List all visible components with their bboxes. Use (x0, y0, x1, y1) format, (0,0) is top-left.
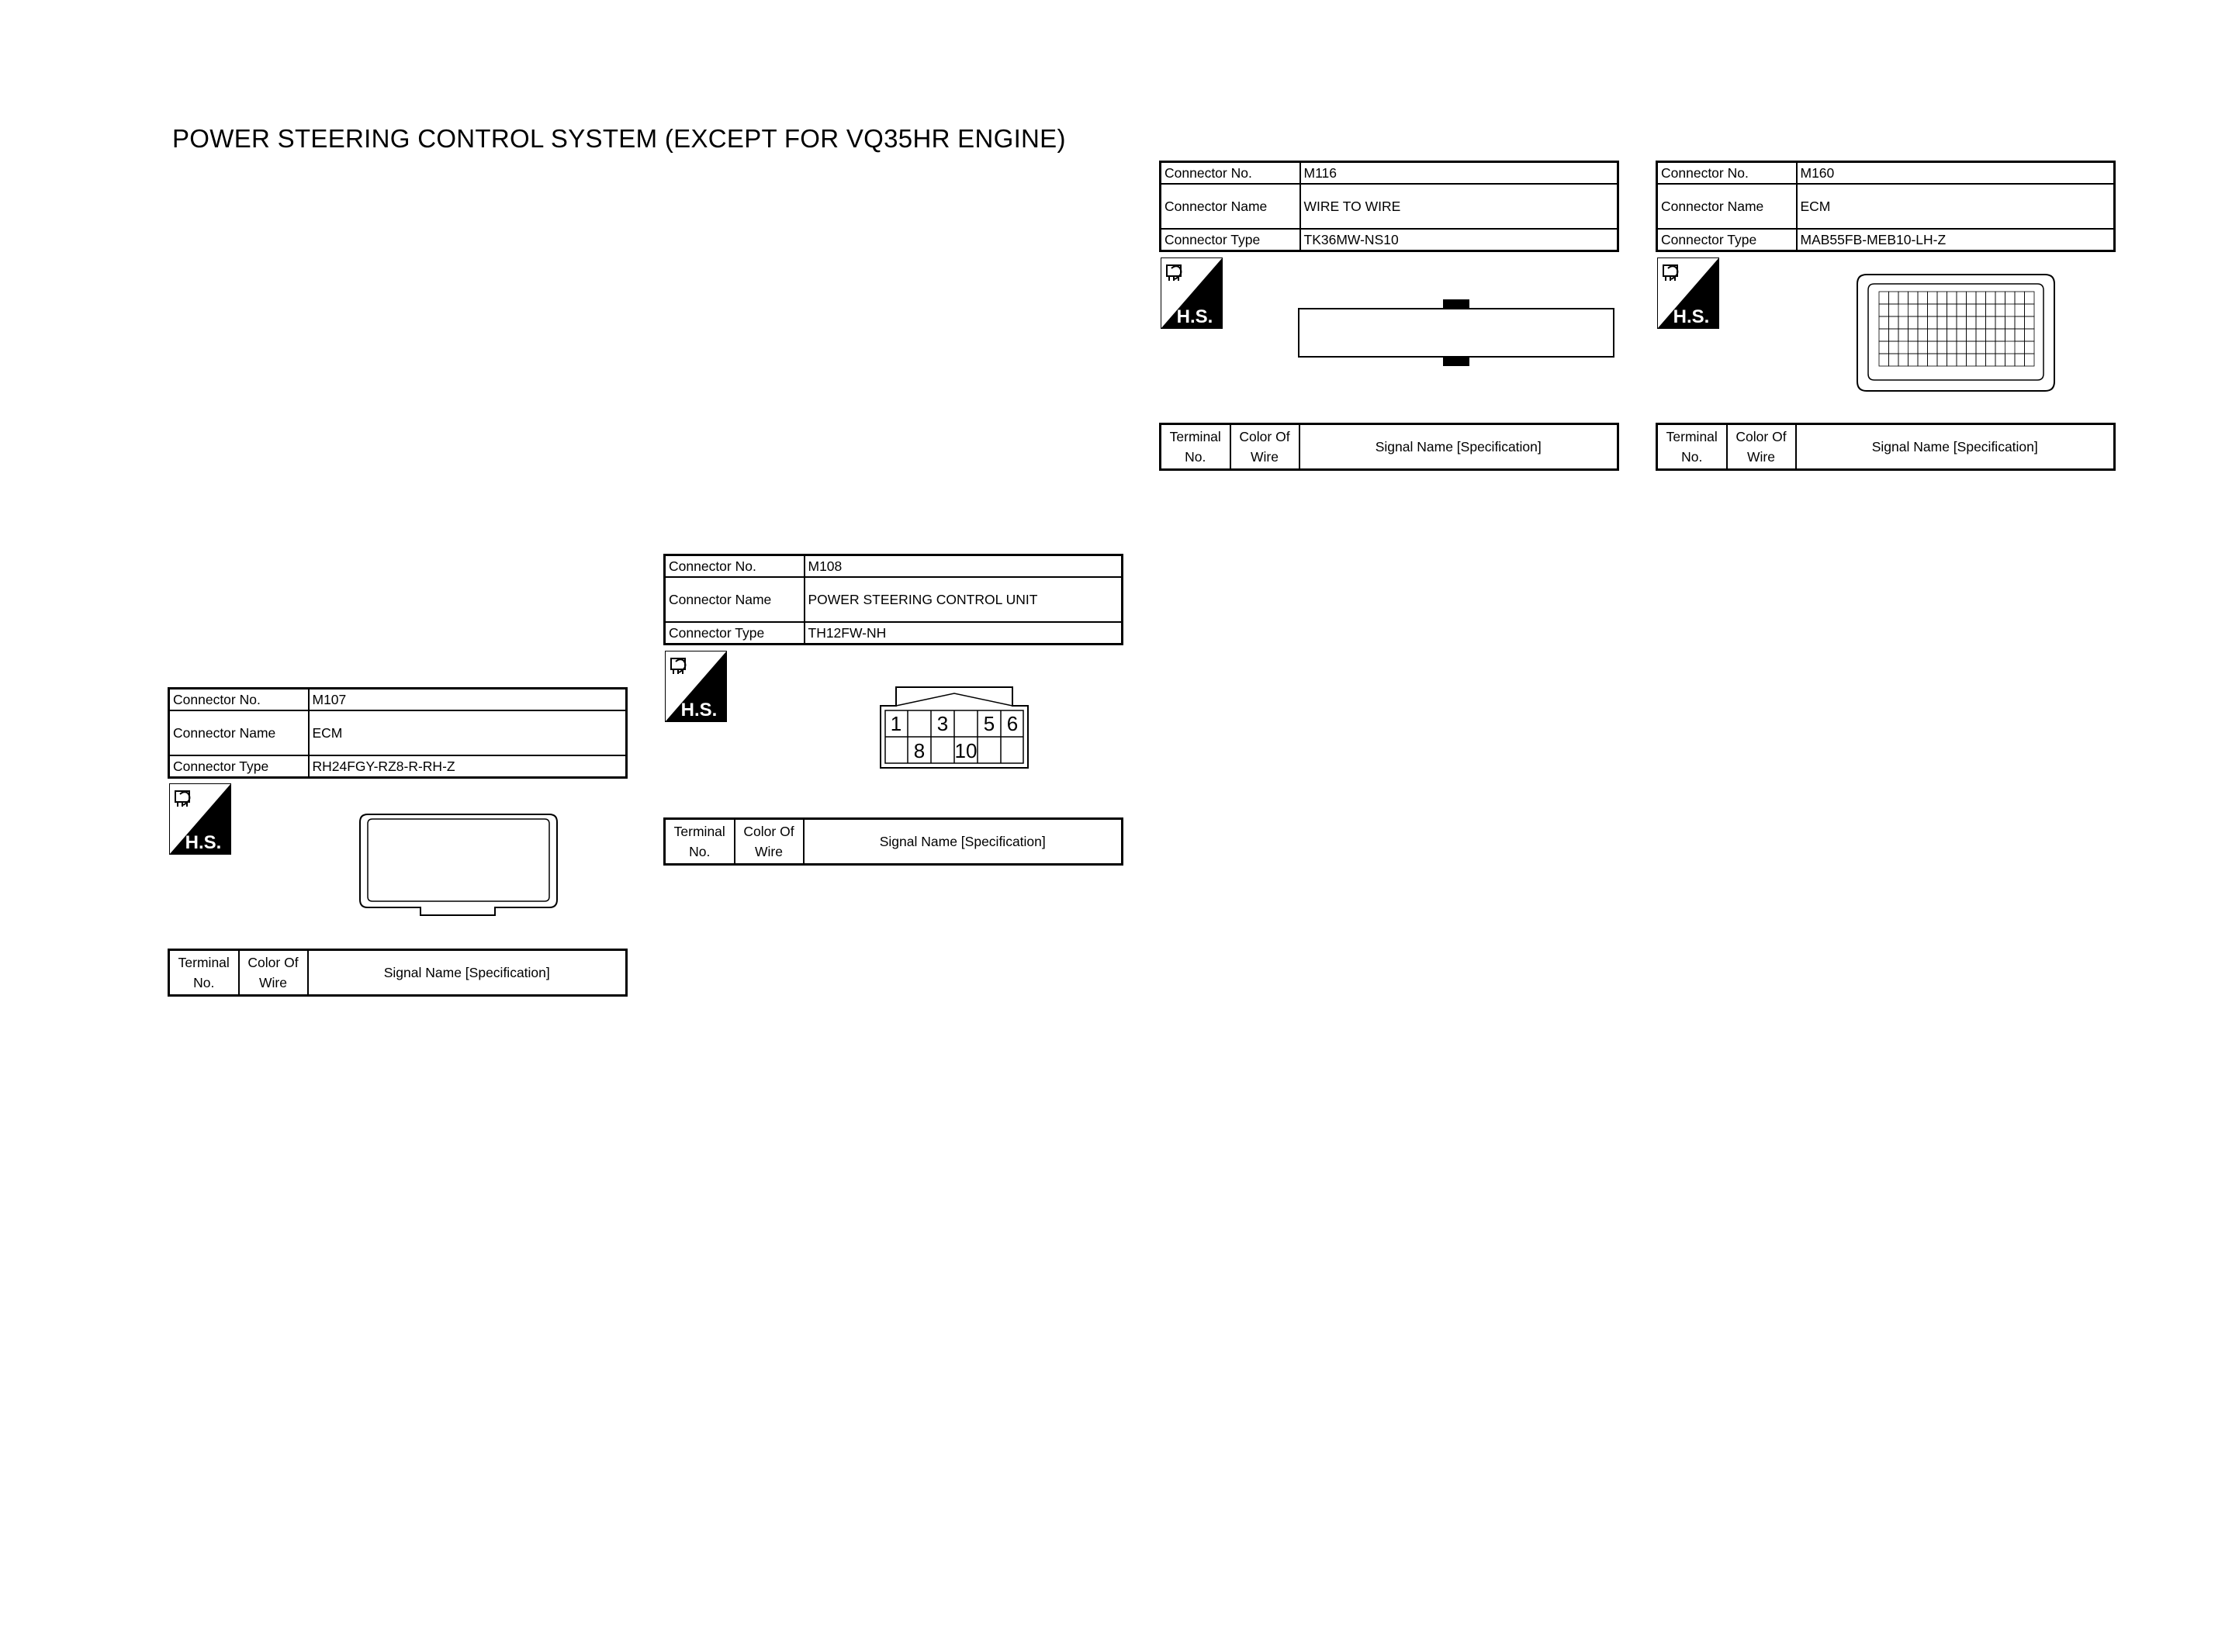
pin-cell (1889, 341, 1899, 354)
pin-cell (1879, 354, 1889, 366)
pin-cell (1995, 292, 2005, 304)
pin-cell (1879, 329, 1889, 341)
pin-cell (2005, 316, 2016, 329)
connector-name-label: Connector Name (1657, 184, 1797, 229)
connector-info-m108 (663, 554, 1123, 645)
connector-info-m107 (168, 687, 628, 779)
color-of-wire-header: Color Of Wire (239, 950, 308, 996)
pin-label: 8 (913, 739, 926, 762)
pin-cell (1889, 316, 1899, 329)
connector-info-m160 (1656, 161, 2116, 252)
pin-cell (1909, 329, 1919, 341)
signal-name-header: Signal Name [Specification] (308, 950, 627, 996)
connector-no-label: Connector No. (1161, 162, 1300, 185)
color-of-wire-header: Color Of Wire (1230, 424, 1299, 470)
pin-cell (1976, 292, 1986, 304)
pin-label: 5 (983, 712, 995, 735)
terminal-no-header: Terminal No. (665, 819, 735, 865)
pin-cell (1879, 304, 1889, 316)
color-of-wire-header: Color Of Wire (1727, 424, 1796, 470)
terminal-table-m108 (663, 817, 1123, 866)
pin-label: 1 (890, 712, 902, 735)
pin-cell (2015, 329, 2025, 341)
connector-no-label: Connector No. (1657, 162, 1797, 185)
pin-cell (1909, 354, 1919, 366)
hs-label: H.S. (1176, 306, 1213, 327)
pin-cell (2025, 316, 2035, 329)
pin-cell (1909, 304, 1919, 316)
signal-name-header: Signal Name [Specification] (1299, 424, 1618, 470)
harness-side-icon (1161, 257, 1223, 329)
harness-side-icon (169, 783, 231, 855)
pin-cell (1928, 316, 1938, 329)
connector-type-label: Connector Type (169, 755, 309, 778)
terminal-table-m107 (168, 949, 628, 997)
connector-name-label: Connector Name (169, 710, 309, 755)
pin-cell (1937, 329, 1947, 341)
connector-face-m160 (1851, 271, 2061, 394)
connector-name-label: Connector Name (665, 577, 805, 622)
pin-cell (1898, 316, 1909, 329)
pin-cell (1976, 354, 1986, 366)
pin-cell (1986, 292, 1996, 304)
pin-cell (1898, 329, 1909, 341)
pin-cell (1957, 304, 1967, 316)
pin-cell (1976, 304, 1986, 316)
pin-cell (2025, 341, 2035, 354)
terminal-table-m160 (1656, 423, 2116, 471)
pin-cell (1928, 304, 1938, 316)
pin-cell (1967, 292, 1977, 304)
pin-cell (1967, 341, 1977, 354)
signal-name-header: Signal Name [Specification] (804, 819, 1123, 865)
color-of-wire-header: Color Of Wire (735, 819, 804, 865)
pin-cell (1918, 354, 1928, 366)
pin-cell (1947, 354, 1957, 366)
pin-cell (1937, 292, 1947, 304)
pin-cell (1947, 316, 1957, 329)
pin-cell (1967, 304, 1977, 316)
pin-cell (1986, 304, 1996, 316)
pin-cell (1898, 354, 1909, 366)
pin-cell (2015, 341, 2025, 354)
connector-type-value: RH24FGY-RZ8-R-RH-Z (309, 755, 627, 778)
connector-no-label: Connector No. (169, 689, 309, 711)
connector-name-label: Connector Name (1161, 184, 1300, 229)
hs-label: H.S. (680, 700, 718, 721)
pin-cell (1937, 341, 1947, 354)
pin-cell (2005, 292, 2016, 304)
pin-cell (1918, 341, 1928, 354)
pin-cell (1879, 292, 1889, 304)
terminal-no-header: Terminal No. (169, 950, 239, 996)
pin-cell (1889, 292, 1899, 304)
connector-no-value: M116 (1300, 162, 1618, 185)
connector-name-value: WIRE TO WIRE (1300, 184, 1618, 229)
pin-cell (1928, 329, 1938, 341)
pin-cell (1967, 329, 1977, 341)
pin-cell (2015, 316, 2025, 329)
pin-cell (1957, 354, 1967, 366)
hs-label: H.S. (1673, 306, 1710, 327)
pin-cell (1918, 304, 1928, 316)
terminal-no-header: Terminal No. (1657, 424, 1727, 470)
pin-cell (1928, 354, 1938, 366)
hs-label: H.S. (185, 832, 222, 853)
connector-name-value: POWER STEERING CONTROL UNIT (805, 577, 1123, 622)
pin-cell (2005, 354, 2016, 366)
pin-cell (1937, 304, 1947, 316)
pin-cell (1937, 316, 1947, 329)
pin-cell (1947, 329, 1957, 341)
pin-cell (1995, 304, 2005, 316)
pin-cell (2025, 354, 2035, 366)
pin-cell (1976, 341, 1986, 354)
connector-type-label: Connector Type (1657, 229, 1797, 251)
pin-cell (1976, 329, 1986, 341)
pin-cell (2025, 292, 2035, 304)
pin-cell (1995, 316, 2005, 329)
pin-cell (1986, 354, 1996, 366)
pin-cell (1889, 329, 1899, 341)
connector-no-label: Connector No. (665, 555, 805, 578)
pin-cell (1909, 341, 1919, 354)
pin-cell (1937, 354, 1947, 366)
connector-no-value: M108 (805, 555, 1123, 578)
terminal-no-header: Terminal No. (1161, 424, 1230, 470)
pin-cell (1889, 304, 1899, 316)
pin-cell (1995, 341, 2005, 354)
connector-name-value: ECM (1797, 184, 2115, 229)
signal-name-header: Signal Name [Specification] (1796, 424, 2115, 470)
connector-type-value: MAB55FB-MEB10-LH-Z (1797, 229, 2115, 251)
pin-cell (1879, 341, 1889, 354)
pin-cell (1909, 316, 1919, 329)
pin-cell (1889, 354, 1899, 366)
connector-type-value: TH12FW-NH (805, 622, 1123, 645)
pin-cell (1967, 316, 1977, 329)
pin-cell (1909, 292, 1919, 304)
pin-cell (1967, 354, 1977, 366)
connector-no-value: M107 (309, 689, 627, 711)
connector-type-value: TK36MW-NS10 (1300, 229, 1618, 251)
connector-name-value: ECM (309, 710, 627, 755)
pin-cell (1947, 304, 1957, 316)
terminal-table-m116 (1159, 423, 1619, 471)
pin-cell (1957, 329, 1967, 341)
connector-type-label: Connector Type (665, 622, 805, 645)
pin-label: 10 (954, 739, 978, 762)
connector-face-m116 (1296, 298, 1617, 368)
pin-cell (1957, 341, 1967, 354)
pin-cell (1976, 316, 1986, 329)
connector-face-m107 (357, 807, 560, 917)
harness-side-icon (665, 651, 727, 722)
pin-cell (1918, 292, 1928, 304)
connector-type-label: Connector Type (1161, 229, 1300, 251)
pin-cell (2015, 304, 2025, 316)
pin-cell (1995, 354, 2005, 366)
harness-side-icon (1657, 257, 1719, 329)
pin-cell (2025, 329, 2035, 341)
pin-label: 3 (936, 712, 949, 735)
pin-cell (1947, 341, 1957, 354)
pin-cell (1986, 341, 1996, 354)
pin-cell (1928, 292, 1938, 304)
pin-cell (2015, 354, 2025, 366)
pin-cell (1947, 292, 1957, 304)
pin-label: 6 (1006, 712, 1019, 735)
page-title: POWER STEERING CONTROL SYSTEM (EXCEPT FOR VQ35HR ENGINE) (172, 124, 1066, 153)
pin-cell (1995, 329, 2005, 341)
connector-no-value: M160 (1797, 162, 2115, 185)
pin-cell (1928, 341, 1938, 354)
pin-cell (1957, 316, 1967, 329)
pin-cell (1918, 329, 1928, 341)
connector-face-m108 (873, 675, 1043, 776)
pin-cell (1898, 292, 1909, 304)
pin-cell (2025, 304, 2035, 316)
pin-cell (2015, 292, 2025, 304)
connector-info-m116 (1159, 161, 1619, 252)
pin-cell (1957, 292, 1967, 304)
pin-cell (2005, 329, 2016, 341)
pin-cell (1918, 316, 1928, 329)
pin-cell (1879, 316, 1889, 329)
pin-cell (1986, 329, 1996, 341)
pin-cell (1986, 316, 1996, 329)
